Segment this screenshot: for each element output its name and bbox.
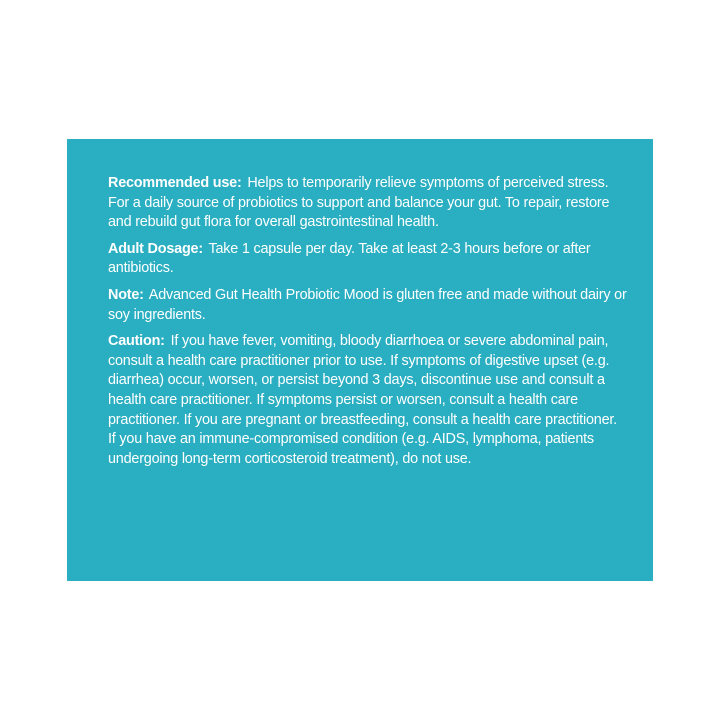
- product-label-panel: [67, 139, 653, 581]
- note-heading: Note:: [108, 286, 144, 303]
- label-text-block: [108, 174, 628, 476]
- caution-heading: Caution:: [108, 333, 165, 350]
- adult-dosage-text: Take 1 capsule per day. Take at least 2-3 hours before or after antibiotics.: [108, 240, 591, 277]
- caution-text: If you have fever, vomiting, bloody diarrhoea or severe abdominal pain, consult a health care practitioner prior to use. If symptoms of digestive upset (e.g. diarrhea) occur, worsen, or persist beyond 3 days, discontinue use and consult a health care practitioner. If symptoms persist or worsen, consult a health care practitioner. If you are pregnant or breastfeeding, consult a health care practitioner. If you have an immune-compromised condition (e.g. AIDS, lymphoma, patients undergoing long-term corticosteroid treatment), do not use.: [108, 333, 617, 467]
- note-text: Advanced Gut Health Probiotic Mood is gluten free and made without dairy or soy ingredients.: [108, 286, 627, 323]
- adult-dosage-heading: Adult Dosage:: [108, 240, 203, 257]
- caution-section: [108, 332, 628, 469]
- recommended-use-section: [108, 174, 628, 233]
- recommended-use-heading: Recommended use:: [108, 175, 242, 191]
- note-section: [108, 286, 628, 325]
- recommended-use-text: Helps to temporarily relieve symptoms of perceived stress. For a daily source of probiotics to support and balance your gut. To repair, restore and rebuild gut flora for overall gastrointestinal health.: [108, 175, 610, 231]
- adult-dosage-section: [108, 240, 628, 279]
